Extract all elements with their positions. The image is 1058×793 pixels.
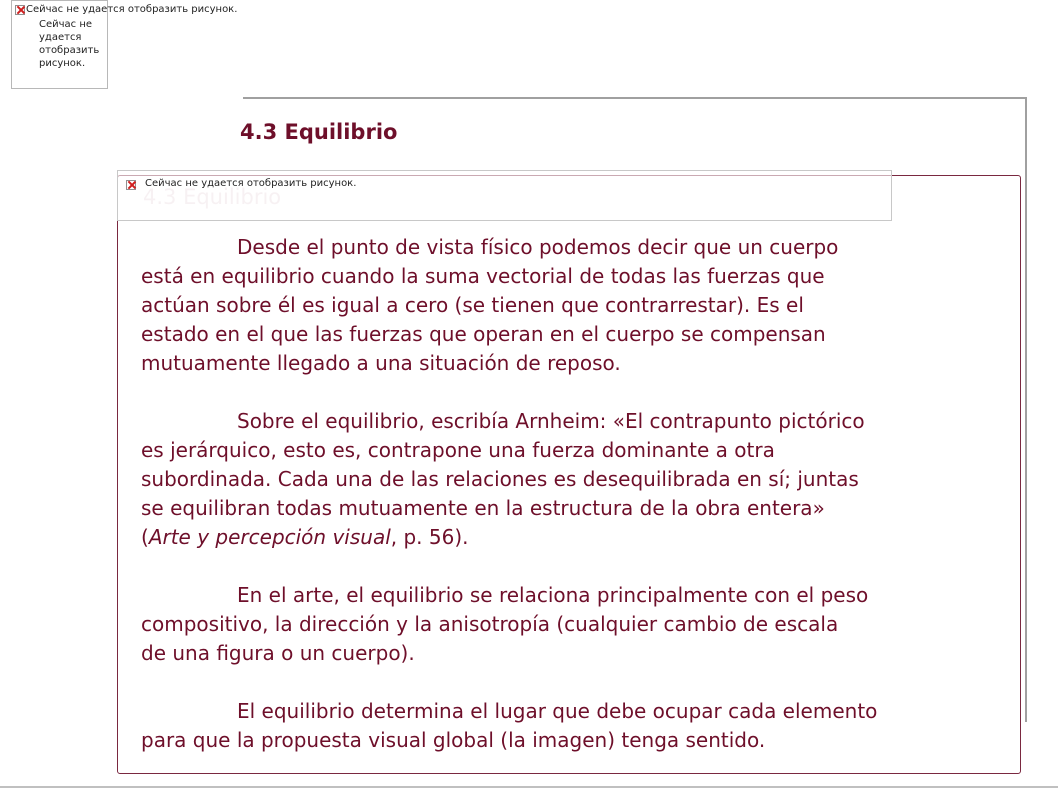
inner-broken-image-caption: Сейчас не удается отобразить рисунок.	[145, 178, 357, 189]
paragraph-2-main: Sobre el equilibrio, escribía Arnheim: «El contrapunto pictórico es jerárquico, esto es, contrapone una fuerza dominante a otra subordinada. Cada una de las relaciones es desequilibrada en sí; juntas se equilibran todas mutuamente en la estructura de la obra entera» (	[141, 409, 865, 549]
paragraph-2	[141, 407, 1011, 552]
paragraph-1: Desde el punto de vista físico podemos decir que un cuerpo está en equilibrio cuando la suma vectorial de todas las fuerzas que actúan sobre él es igual a cero (se tienen que contrarrestar). Es el estado en el que las fuerzas que operan en el cuerpo se compensan mutuamente llegado a una situación de reposo.	[141, 235, 839, 375]
broken-image-caption: Сейчас не удается отобразить рисунок.	[39, 19, 100, 69]
broken-image-caption-top: Сейчас не удается отобразить рисунок.	[26, 4, 238, 15]
page-title: 4.3 Equilibrio	[240, 120, 398, 144]
bottom-rule-line	[0, 786, 1058, 788]
book-title: Arte y percepción visual	[148, 525, 391, 549]
inner-broken-image-placeholder	[117, 170, 892, 221]
broken-image-icon	[126, 180, 136, 190]
top-rule-line	[243, 97, 1027, 99]
paragraph-3: En el arte, el equilibrio se relaciona principalmente con el peso compositivo, la dirección y la anisotropía (cualquier cambio de escala de una figura o un cuerpo).	[141, 583, 869, 665]
paragraph-4: El equilibrio determina el lugar que debe ocupar cada elemento para que la propuesta visual global (la imagen) tenga sentido.	[141, 699, 878, 752]
broken-image-icon	[15, 5, 25, 15]
broken-image-placeholder	[11, 0, 238, 89]
paragraph-2-end: , p. 56).	[390, 525, 469, 549]
right-rule-line	[1025, 97, 1027, 722]
body-text	[141, 233, 1011, 755]
